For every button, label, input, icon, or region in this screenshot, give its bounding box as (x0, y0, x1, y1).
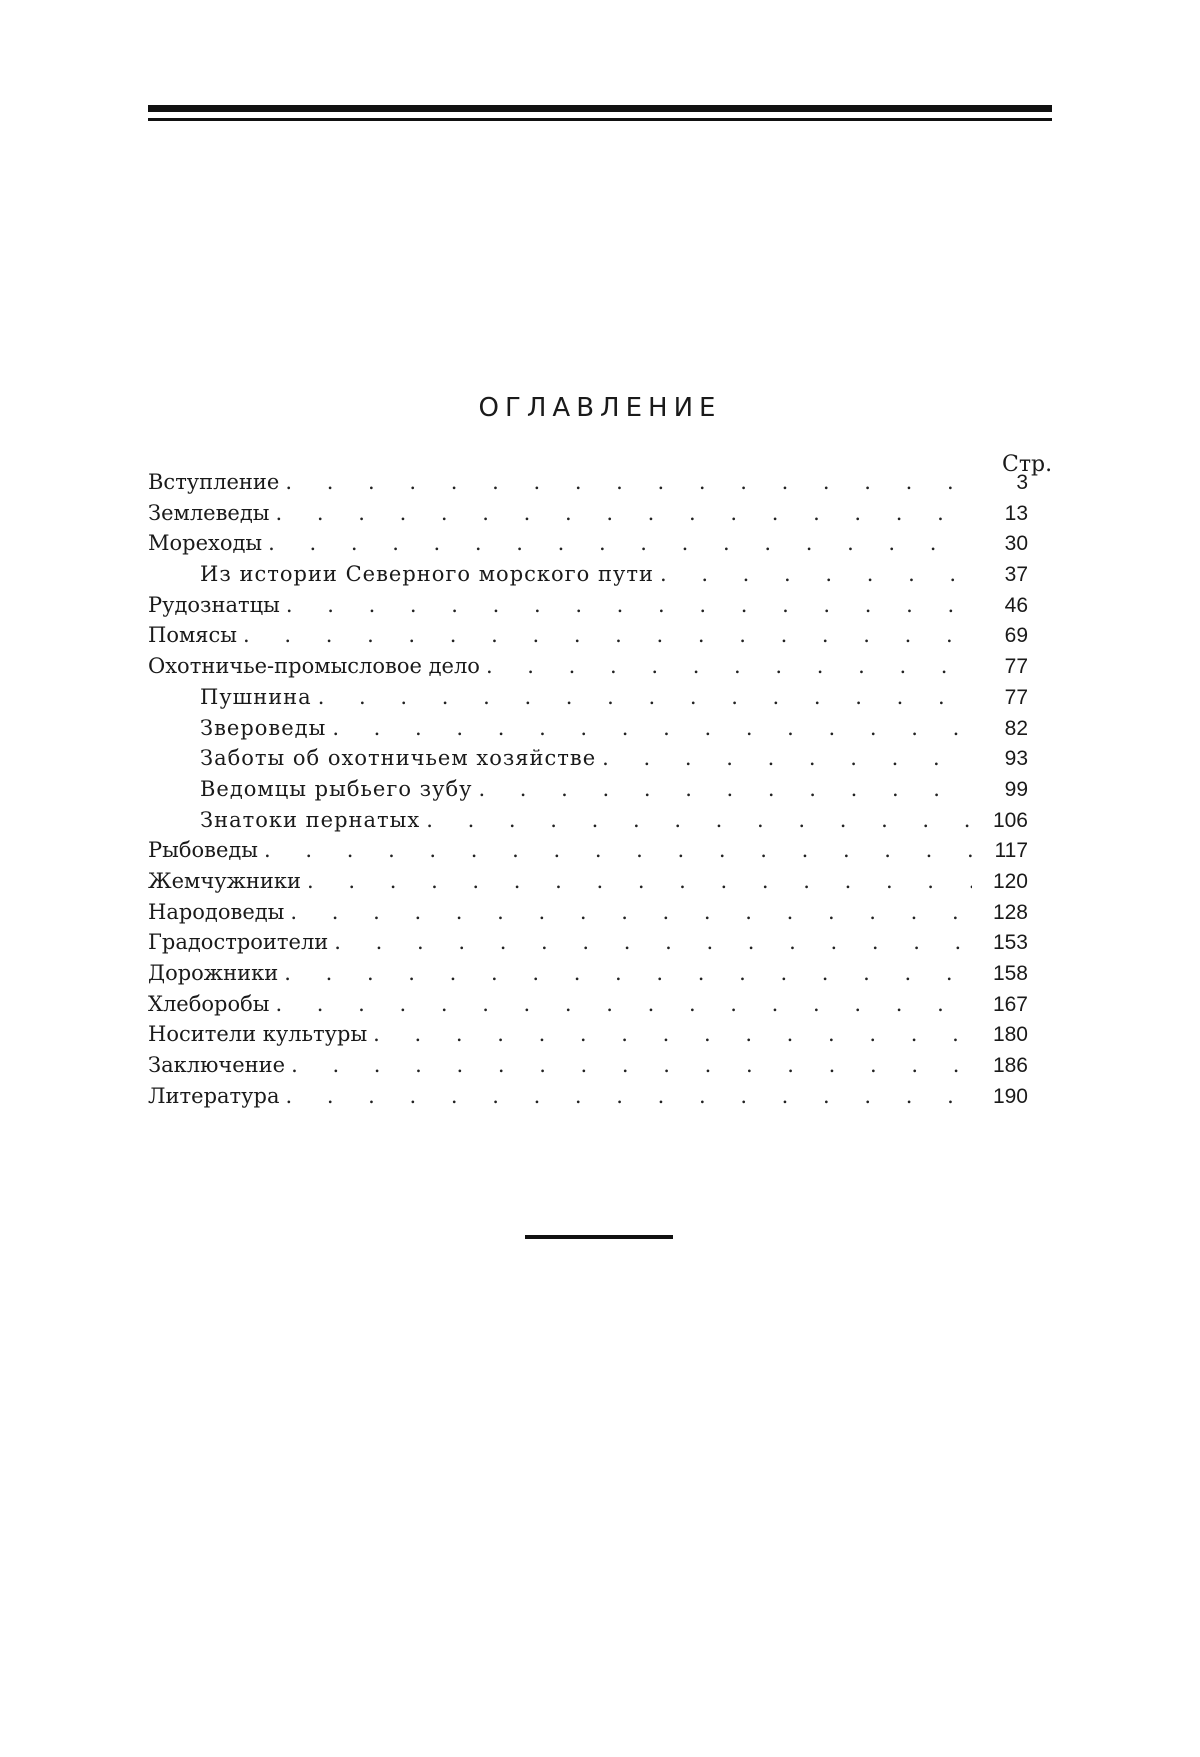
dot-leader (602, 743, 972, 773)
dot-leader (307, 866, 972, 896)
toc-entry-page: 46 (1004, 593, 1028, 617)
toc-entry (148, 559, 1028, 590)
toc-entry-page: 120 (992, 869, 1028, 893)
toc-entry-page: 153 (992, 931, 1028, 955)
toc-entry-title: Рыбоведы (148, 838, 259, 863)
toc-entry (148, 1019, 1028, 1050)
toc-entry (148, 1081, 1028, 1112)
toc-entry-page: 13 (1004, 501, 1028, 525)
toc-entry-title: Охотничье-промысловое дело (148, 654, 480, 679)
toc-entry (148, 620, 1028, 651)
toc-entry-page: 180 (992, 1023, 1028, 1047)
dot-leader (291, 1050, 972, 1080)
toc-entry-page: 99 (1004, 777, 1028, 801)
toc-entry (148, 590, 1028, 621)
toc-entry-title: Вступление (148, 470, 280, 494)
dot-leader (268, 528, 972, 558)
toc-entry-page: 167 (992, 992, 1028, 1016)
dot-leader (290, 897, 972, 927)
toc-entry-page: 30 (1004, 532, 1028, 556)
toc-entry-page: 128 (992, 900, 1028, 924)
toc-entry-title: Помясы (148, 623, 238, 648)
toc-entry (148, 467, 1028, 498)
toc-entry-page: 77 (1004, 685, 1028, 709)
toc-entry (148, 866, 1028, 897)
dot-leader (285, 1081, 972, 1111)
dot-leader (334, 927, 972, 957)
toc-entry-title: Рудознатцы (148, 592, 280, 617)
toc-entry (148, 774, 1028, 805)
toc-entry-title: Из истории Северного морского пути (200, 562, 654, 587)
top-rule-thin (148, 118, 1052, 121)
toc-entry (148, 805, 1028, 836)
toc-entry-title: Заботы об охотничьем хозяйстве (200, 746, 597, 771)
toc-entry-title: Звероведы (200, 715, 327, 740)
page-title: ОГЛАВЛЕНИЕ (478, 393, 722, 423)
dot-leader (318, 682, 972, 712)
toc-entry-title: Носители культуры (148, 1022, 368, 1047)
toc-entry-title: Народоведы (148, 899, 285, 924)
toc-entry (148, 682, 1028, 713)
toc-entry (148, 528, 1028, 559)
toc-entry-page: 3 (1016, 471, 1028, 494)
toc-entry-title: Пушнина (200, 684, 312, 709)
toc-entry (148, 743, 1028, 774)
toc-entry-title: Мореходы (148, 531, 263, 556)
dot-leader (275, 989, 972, 1019)
toc-entry-page: 77 (1004, 655, 1028, 679)
toc-entry-title: Градостроители (148, 930, 329, 955)
toc-entry-page: 106 (992, 808, 1028, 832)
dot-leader (486, 651, 972, 681)
table-of-contents (148, 467, 1028, 1111)
dot-leader (276, 498, 972, 528)
toc-entry (148, 835, 1028, 866)
toc-entry-page: 186 (992, 1054, 1028, 1078)
toc-entry-title: Хлеборобы (148, 991, 270, 1016)
toc-entry-page: 69 (1004, 624, 1028, 648)
top-rule-thick (148, 105, 1052, 112)
toc-entry-title: Жемчужники (148, 868, 302, 893)
toc-entry-title: Литература (148, 1083, 280, 1108)
toc-entry (148, 498, 1028, 529)
toc-entry (148, 927, 1028, 958)
bottom-rule (525, 1235, 673, 1239)
dot-leader (285, 467, 972, 497)
dot-leader (478, 774, 972, 804)
toc-entry-page: 158 (992, 962, 1028, 985)
toc-entry-title: Дорожники (148, 961, 279, 985)
toc-entry-title: Ведомцы рыбьего зубу (200, 776, 473, 801)
toc-entry (148, 958, 1028, 989)
toc-entry-title: Землеведы (148, 500, 270, 525)
dot-leader (286, 590, 972, 620)
toc-entry (148, 651, 1028, 682)
toc-entry-title: Знатоки пернатых (200, 807, 421, 832)
dot-leader (426, 805, 972, 835)
toc-entry-page: 82 (1004, 716, 1028, 740)
toc-entry-page: 93 (1004, 747, 1028, 771)
dot-leader (284, 958, 972, 988)
dot-leader (264, 835, 972, 865)
toc-entry (148, 897, 1028, 928)
dot-leader (243, 620, 972, 650)
toc-entry-page: 190 (992, 1084, 1028, 1108)
dot-leader (373, 1019, 972, 1049)
toc-entry (148, 713, 1028, 744)
dot-leader (660, 559, 972, 589)
toc-entry-title: Заключение (148, 1053, 286, 1078)
toc-entry-page: 117 (994, 839, 1028, 863)
page-column-label: Стр. (1002, 452, 1053, 477)
toc-entry (148, 1050, 1028, 1081)
toc-entry (148, 989, 1028, 1020)
dot-leader (332, 713, 972, 743)
toc-entry-page: 37 (1004, 563, 1028, 587)
